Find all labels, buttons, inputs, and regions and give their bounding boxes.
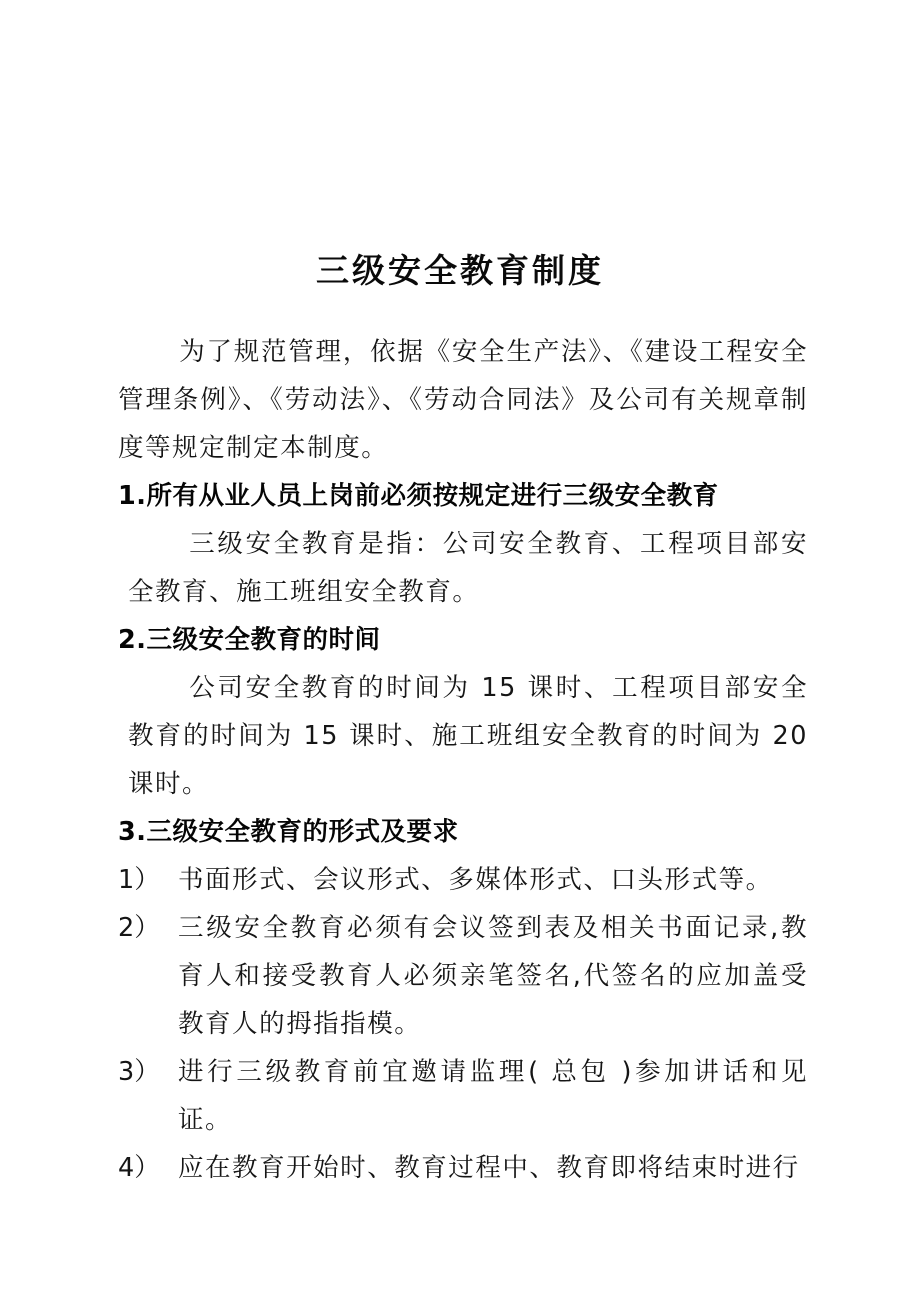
section-heading-3 xyxy=(118,808,808,856)
list-item-marker: 2） xyxy=(118,913,160,943)
page-title: 三级安全教育制度 xyxy=(316,251,604,291)
section-body-1: 三级安全教育是指：公司安全教育、工程项目部安全教育、施工班组安全教育。 xyxy=(128,529,808,607)
section-number-2: 2. xyxy=(118,625,147,655)
list-item-text: 书面形式、会议形式、多媒体形式、口头形式等。 xyxy=(178,865,773,895)
section-number-1: 1. xyxy=(118,481,147,511)
list-item xyxy=(118,1048,808,1144)
list-item-text: 进行三级教育前宜邀请监理( 总包 )参加讲话和见证。 xyxy=(178,1057,808,1135)
intro-paragraph: 为了规范管理，依据《安全生产法》、《建设工程安全管理条例》、《劳动法》、《劳动合同法》及公司有关规章制度等规定制定本制度。 xyxy=(118,337,808,463)
document-body xyxy=(118,328,808,1192)
list-item-text: 应在教育开始时、教育过程中、教育即将结束时进行 xyxy=(178,1153,800,1183)
section-heading-1 xyxy=(118,472,808,520)
list-item xyxy=(118,1144,808,1192)
list-item-marker: 4） xyxy=(118,1153,160,1183)
list-item-text: 三级安全教育必须有会议签到表及相关书面记录,教育人和接受教育人必须亲笔签名,代签名的应加盖受教育人的拇指指模。 xyxy=(178,913,808,1039)
list-item xyxy=(118,856,808,904)
list-item xyxy=(118,904,808,1048)
section-heading-text-3: 三级安全教育的形式及要求 xyxy=(146,817,459,847)
requirements-list xyxy=(118,856,808,1192)
section-heading-text-2: 三级安全教育的时间 xyxy=(146,625,381,655)
section-number-3: 3. xyxy=(118,817,147,847)
list-item-marker: 3） xyxy=(118,1057,160,1087)
section-heading-2 xyxy=(118,616,808,664)
section-body-2: 公司安全教育的时间为 15 课时、工程项目部安全教育的时间为 15 课时、施工班组安全教育的时间为 20 课时。 xyxy=(128,673,808,799)
section-heading-text-1: 所有从业人员上岗前必须按规定进行三级安全教育 xyxy=(146,481,719,511)
list-item-marker: 1） xyxy=(118,865,160,895)
